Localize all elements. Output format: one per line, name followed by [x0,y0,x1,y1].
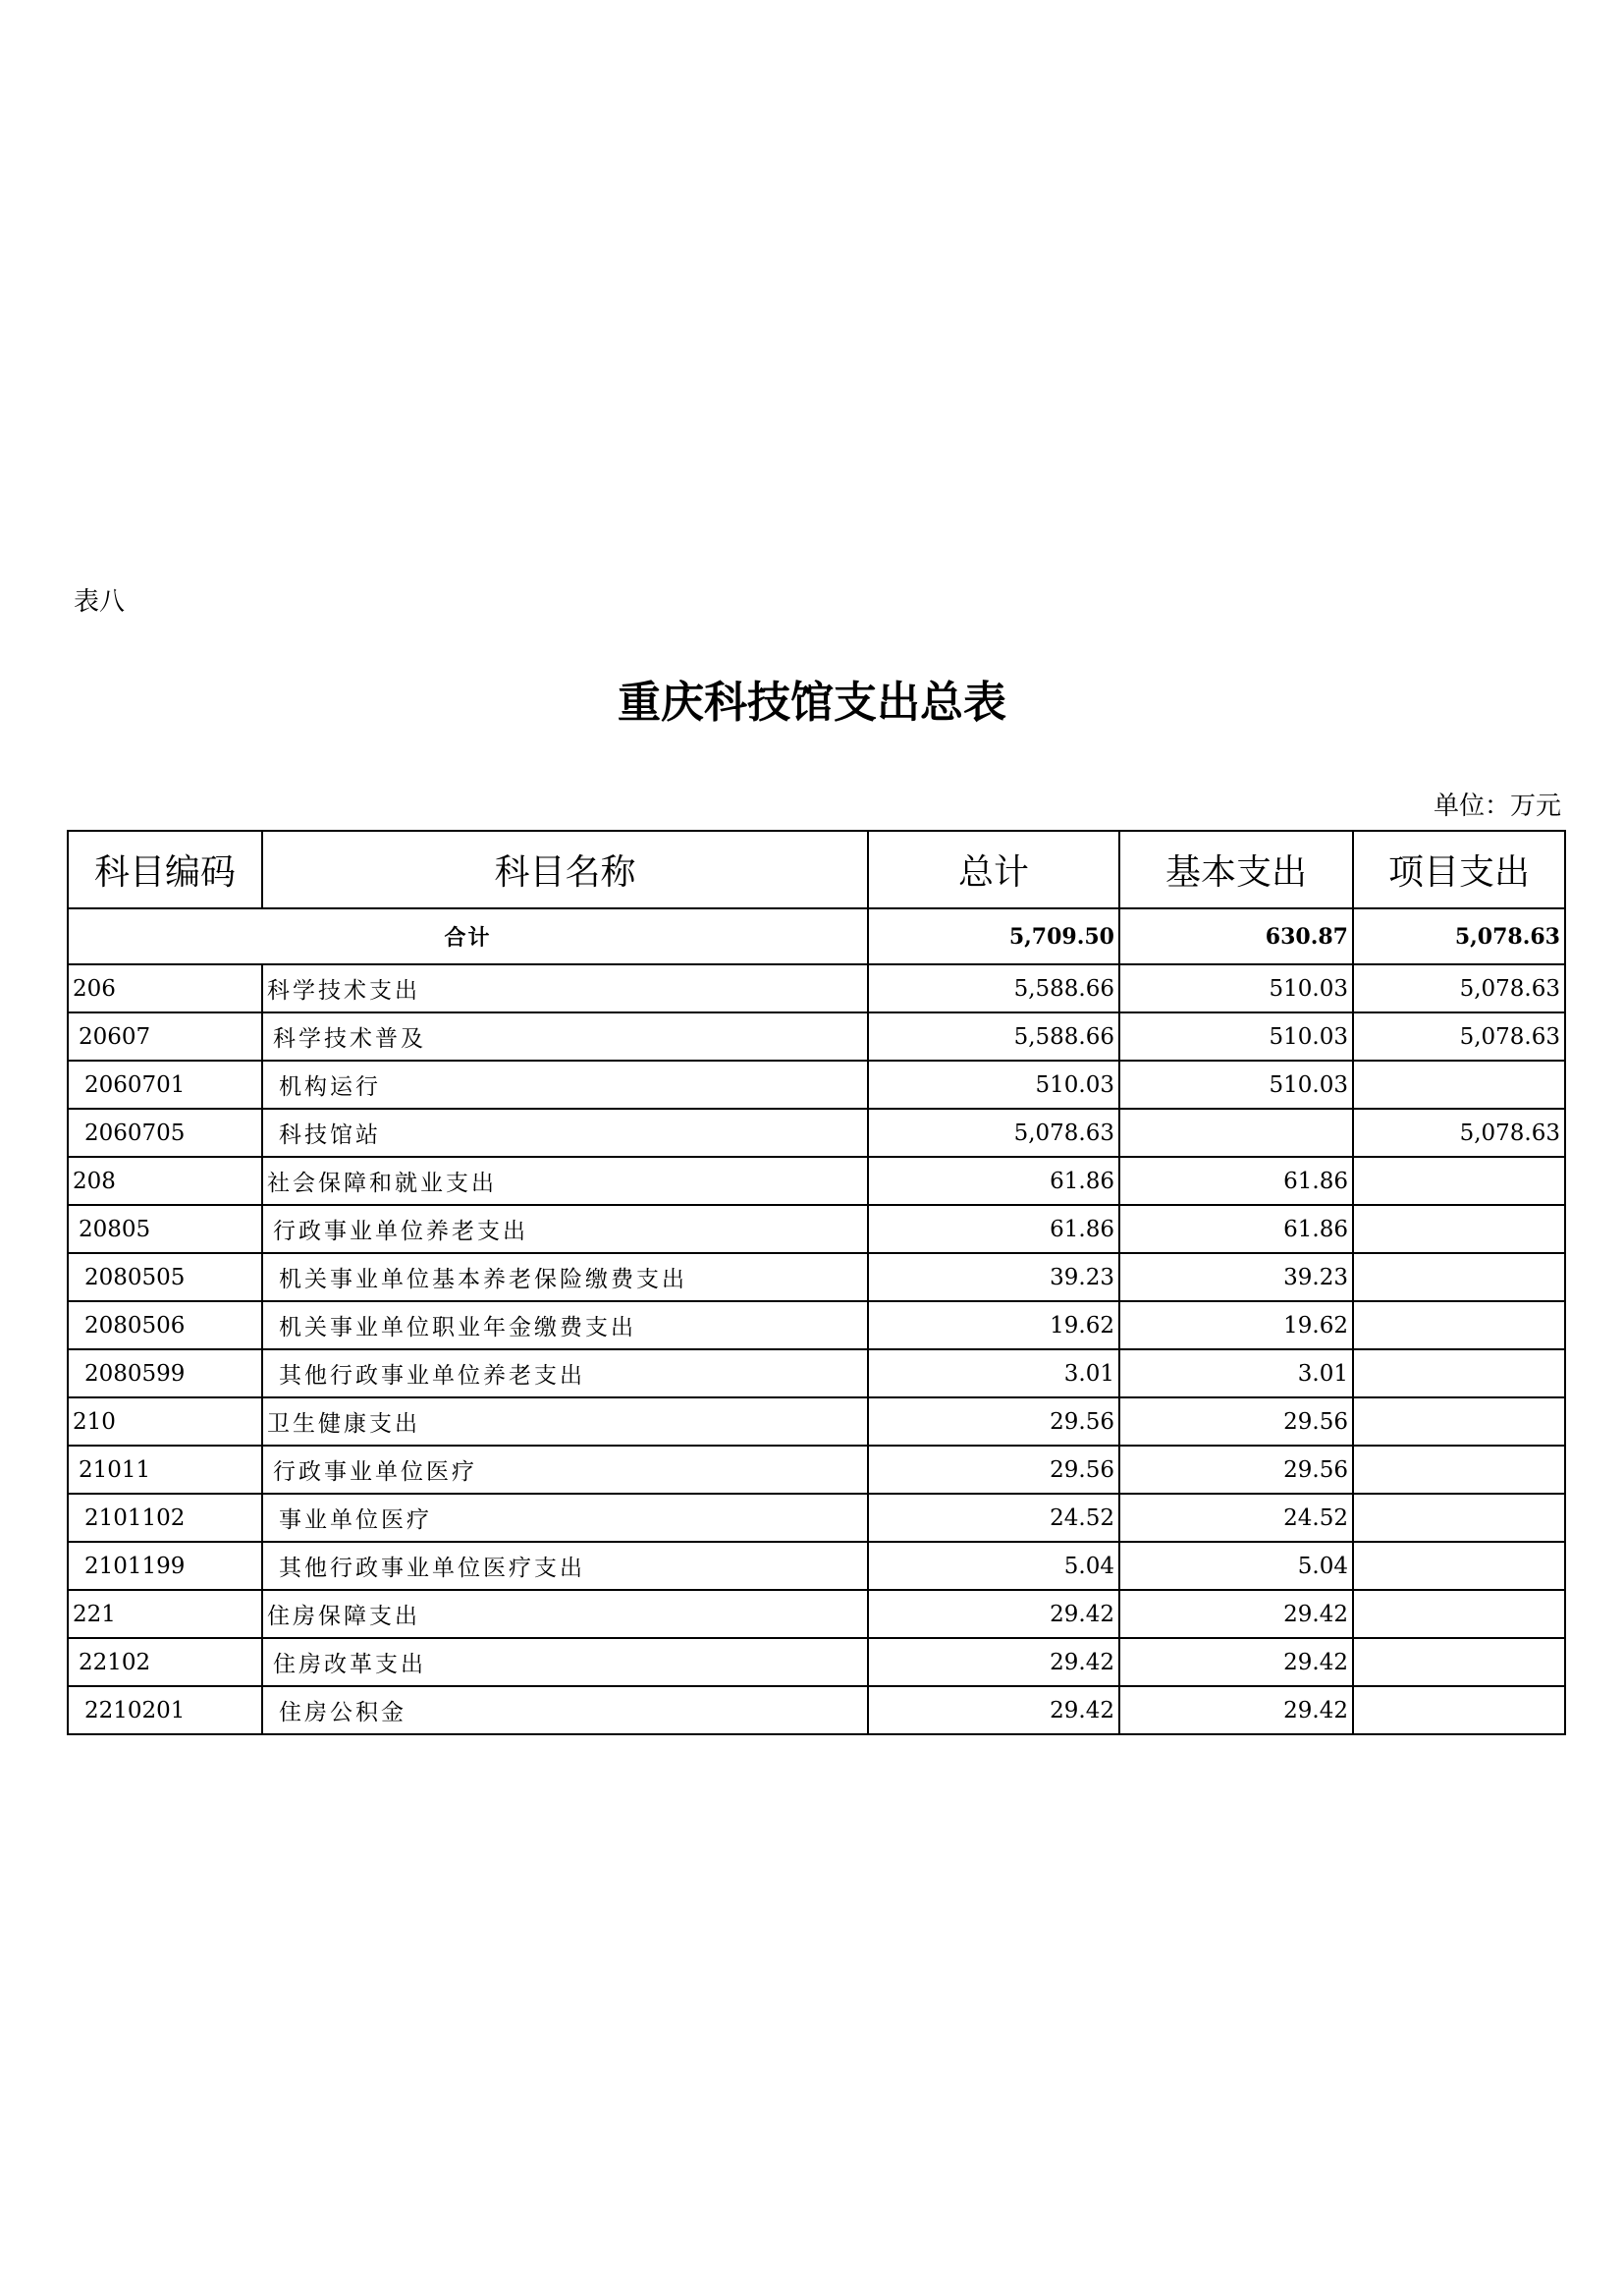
row-basic: 29.42 [1119,1686,1353,1734]
row-total: 29.56 [868,1446,1119,1494]
row-project [1353,1157,1565,1205]
row-project [1353,1494,1565,1542]
row-code: 2080599 [68,1349,262,1397]
row-project [1353,1205,1565,1253]
table-number-label: 表八 [74,587,126,617]
header-project: 项目支出 [1353,831,1565,908]
row-total: 61.86 [868,1205,1119,1253]
table-row [68,1301,1565,1349]
row-name: 行政事业单位医疗 [262,1446,868,1494]
total-basic: 630.87 [1119,908,1353,964]
row-total: 39.23 [868,1253,1119,1301]
header-code: 科目编码 [68,831,262,908]
row-code: 2060705 [68,1109,262,1157]
table-row [68,1061,1565,1109]
table-row [68,1542,1565,1590]
table-row [68,1494,1565,1542]
row-basic: 29.56 [1119,1397,1353,1446]
table-row [68,1349,1565,1397]
row-basic: 61.86 [1119,1157,1353,1205]
table-row [68,1157,1565,1205]
row-name: 行政事业单位养老支出 [262,1205,868,1253]
row-basic: 39.23 [1119,1253,1353,1301]
row-basic: 29.42 [1119,1590,1353,1638]
row-name: 科技馆站 [262,1109,868,1157]
row-name: 机构运行 [262,1061,868,1109]
row-name: 其他行政事业单位养老支出 [262,1349,868,1397]
row-basic: 24.52 [1119,1494,1353,1542]
row-project: 5,078.63 [1353,1012,1565,1061]
table-header [68,831,1565,908]
row-total: 5,588.66 [868,964,1119,1012]
row-code: 21011 [68,1446,262,1494]
header-total: 总计 [868,831,1119,908]
row-basic: 510.03 [1119,964,1353,1012]
row-project [1353,1061,1565,1109]
header-name: 科目名称 [262,831,868,908]
row-project [1353,1638,1565,1686]
row-code: 221 [68,1590,262,1638]
header-basic: 基本支出 [1119,831,1353,908]
total-label: 合计 [68,908,868,964]
row-code: 2060701 [68,1061,262,1109]
row-total: 510.03 [868,1061,1119,1109]
table-row [68,1446,1565,1494]
row-total: 24.52 [868,1494,1119,1542]
row-name: 机关事业单位基本养老保险缴费支出 [262,1253,868,1301]
row-basic: 29.42 [1119,1638,1353,1686]
total-project: 5,078.63 [1353,908,1565,964]
table-body [68,908,1565,1734]
unit-label: 单位：万元 [1433,792,1561,821]
total-row [68,908,1565,964]
document-title: 重庆科技馆支出总表 [618,678,1006,728]
row-project [1353,1686,1565,1734]
row-name: 机关事业单位职业年金缴费支出 [262,1301,868,1349]
row-code: 2080505 [68,1253,262,1301]
row-project [1353,1253,1565,1301]
row-name: 卫生健康支出 [262,1397,868,1446]
table-row [68,1253,1565,1301]
row-code: 208 [68,1157,262,1205]
row-name: 科学技术支出 [262,964,868,1012]
row-code: 2210201 [68,1686,262,1734]
row-name: 事业单位医疗 [262,1494,868,1542]
expenditure-table [67,830,1566,1735]
row-total: 29.56 [868,1397,1119,1446]
row-total: 5,588.66 [868,1012,1119,1061]
row-total: 5.04 [868,1542,1119,1590]
table-row [68,1205,1565,1253]
row-total: 29.42 [868,1590,1119,1638]
row-project [1353,1446,1565,1494]
row-project [1353,1301,1565,1349]
row-code: 22102 [68,1638,262,1686]
row-basic: 510.03 [1119,1012,1353,1061]
row-basic: 5.04 [1119,1542,1353,1590]
row-project [1353,1590,1565,1638]
row-project [1353,1349,1565,1397]
row-code: 210 [68,1397,262,1446]
table-row [68,1397,1565,1446]
header-row [68,831,1565,908]
table-row [68,964,1565,1012]
row-code: 206 [68,964,262,1012]
row-total: 61.86 [868,1157,1119,1205]
row-name: 住房改革支出 [262,1638,868,1686]
row-name: 其他行政事业单位医疗支出 [262,1542,868,1590]
total-sum: 5,709.50 [868,908,1119,964]
row-name: 社会保障和就业支出 [262,1157,868,1205]
row-total: 19.62 [868,1301,1119,1349]
row-total: 29.42 [868,1638,1119,1686]
row-basic: 61.86 [1119,1205,1353,1253]
row-basic: 510.03 [1119,1061,1353,1109]
table-row [68,1109,1565,1157]
row-basic: 29.56 [1119,1446,1353,1494]
table-row [68,1638,1565,1686]
row-code: 2101199 [68,1542,262,1590]
row-code: 20607 [68,1012,262,1061]
row-total: 29.42 [868,1686,1119,1734]
table-row [68,1012,1565,1061]
row-code: 2101102 [68,1494,262,1542]
row-project [1353,1542,1565,1590]
row-project [1353,1397,1565,1446]
row-total: 5,078.63 [868,1109,1119,1157]
row-code: 2080506 [68,1301,262,1349]
row-name: 科学技术普及 [262,1012,868,1061]
row-basic: 19.62 [1119,1301,1353,1349]
table-row [68,1590,1565,1638]
row-code: 20805 [68,1205,262,1253]
row-project: 5,078.63 [1353,964,1565,1012]
row-total: 3.01 [868,1349,1119,1397]
row-basic: 3.01 [1119,1349,1353,1397]
row-project: 5,078.63 [1353,1109,1565,1157]
row-basic [1119,1109,1353,1157]
row-name: 住房公积金 [262,1686,868,1734]
row-name: 住房保障支出 [262,1590,868,1638]
table-row [68,1686,1565,1734]
